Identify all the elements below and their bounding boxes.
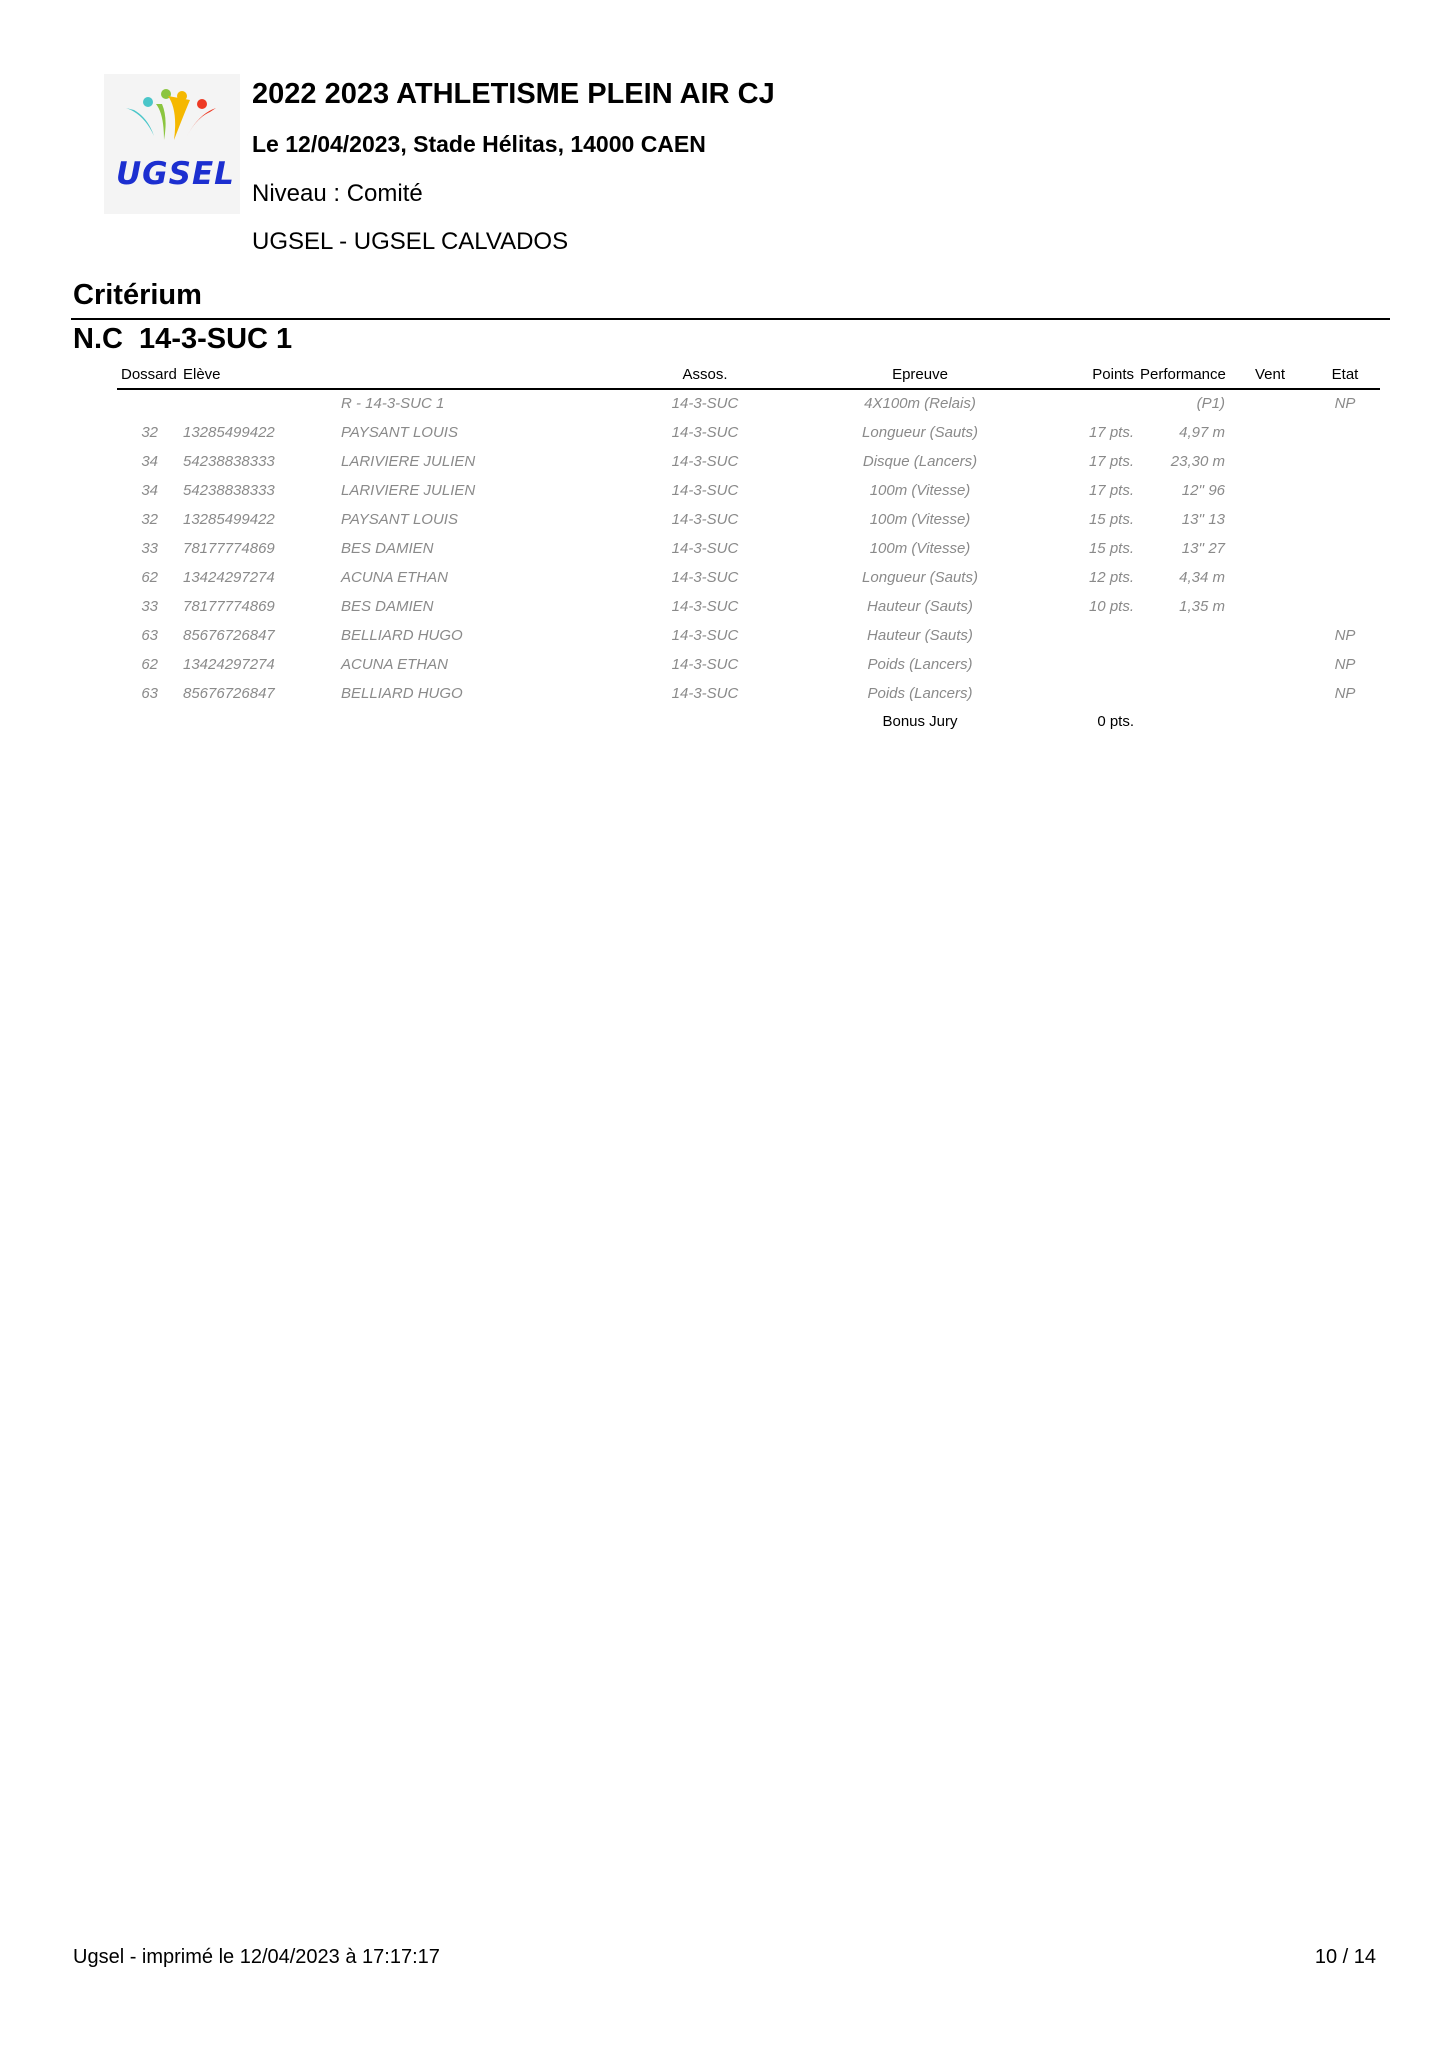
col-header-eleve: Elève	[183, 366, 221, 383]
ugsel-logo	[104, 74, 240, 214]
cell-name: BELLIARD HUGO	[341, 627, 463, 644]
table-row	[0, 685, 1448, 714]
cell-points: 17 pts.	[1088, 482, 1134, 499]
logo-wordmark: UGSEL	[116, 156, 235, 192]
cell-assos: 14-3-SUC	[671, 395, 739, 412]
cell-epreuve: Poids (Lancers)	[867, 656, 973, 673]
cell-id: 85676726847	[183, 627, 275, 644]
cell-dossard: 34	[141, 453, 158, 470]
table-row	[0, 627, 1448, 656]
event-title: 2022 2023 ATHLETISME PLEIN AIR CJ	[252, 78, 775, 110]
cell-epreuve: Longueur (Sauts)	[862, 424, 978, 441]
cell-name: PAYSANT LOUIS	[341, 511, 458, 528]
cell-performance: 23,30 m	[1170, 453, 1225, 470]
cell-name: BES DAMIEN	[341, 540, 434, 557]
cell-performance: 13'' 27	[1181, 540, 1225, 557]
cell-name: LARIVIERE JULIEN	[341, 453, 476, 470]
table-header-divider	[117, 388, 1380, 390]
cell-assos: 14-3-SUC	[671, 511, 739, 528]
cell-assos: 14-3-SUC	[671, 482, 739, 499]
cell-assos: 14-3-SUC	[671, 598, 739, 615]
cell-dossard: 62	[141, 569, 158, 586]
table-row	[0, 656, 1448, 685]
cell-epreuve: Hauteur (Sauts)	[867, 627, 973, 644]
cell-epreuve: Longueur (Sauts)	[862, 569, 978, 586]
cell-points: 15 pts.	[1088, 540, 1134, 557]
cell-id: 13424297274	[183, 656, 275, 673]
cell-points: 12 pts.	[1088, 569, 1134, 586]
cell-epreuve: 4X100m (Relais)	[864, 395, 976, 412]
section-title: Critérium	[73, 279, 202, 311]
cell-name: BES DAMIEN	[341, 598, 434, 615]
cell-assos: 14-3-SUC	[671, 540, 739, 557]
event-date-location: Le 12/04/2023, Stade Hélitas, 14000 CAEN	[252, 131, 706, 157]
col-header-etat: Etat	[1331, 366, 1359, 383]
cell-dossard: 63	[141, 627, 158, 644]
bonus-jury-points: 0 pts.	[1097, 713, 1134, 730]
cell-points: 17 pts.	[1088, 424, 1134, 441]
cell-epreuve: Hauteur (Sauts)	[867, 598, 973, 615]
cell-assos: 14-3-SUC	[671, 627, 739, 644]
cell-epreuve: 100m (Vitesse)	[869, 482, 971, 499]
cell-dossard: 34	[141, 482, 158, 499]
cell-assos: 14-3-SUC	[671, 424, 739, 441]
col-header-assos: Assos.	[682, 366, 728, 383]
table-row	[0, 511, 1448, 540]
col-header-vent: Vent	[1254, 366, 1286, 383]
cell-id: 54238838333	[183, 453, 275, 470]
cell-performance: 4,34 m	[1179, 569, 1225, 586]
section-divider	[71, 318, 1390, 320]
event-level: Niveau : Comité	[252, 180, 423, 207]
cell-dossard: 33	[141, 598, 158, 615]
cell-id: 13285499422	[183, 511, 275, 528]
cell-name: ACUNA ETHAN	[341, 569, 448, 586]
cell-dossard: 62	[141, 656, 158, 673]
cell-name: PAYSANT LOUIS	[341, 424, 458, 441]
cell-dossard: 32	[141, 424, 158, 441]
cell-performance: 13'' 13	[1181, 511, 1225, 528]
cell-id: 78177774869	[183, 598, 275, 615]
table-row	[0, 395, 1448, 424]
cell-id: 13424297274	[183, 569, 275, 586]
cell-points: 10 pts.	[1088, 598, 1134, 615]
cell-etat: NP	[1334, 395, 1356, 412]
cell-epreuve: Poids (Lancers)	[867, 685, 973, 702]
cell-id: 78177774869	[183, 540, 275, 557]
cell-dossard: 33	[141, 540, 158, 557]
cell-id: 85676726847	[183, 685, 275, 702]
cell-etat: NP	[1334, 656, 1356, 673]
cell-id: 54238838333	[183, 482, 275, 499]
group-title: N.C 14-3-SUC 1	[73, 323, 293, 355]
cell-assos: 14-3-SUC	[671, 569, 739, 586]
event-organization: UGSEL - UGSEL CALVADOS	[252, 228, 569, 255]
cell-performance: 1,35 m	[1179, 598, 1225, 615]
cell-epreuve: Disque (Lancers)	[862, 453, 978, 470]
cell-assos: 14-3-SUC	[671, 685, 739, 702]
print-timestamp: Ugsel - imprimé le 12/04/2023 à 17:17:17	[73, 1946, 440, 1968]
cell-performance: 12'' 96	[1181, 482, 1225, 499]
cell-performance: (P1)	[1196, 395, 1225, 412]
table-row	[0, 482, 1448, 511]
cell-epreuve: 100m (Vitesse)	[869, 511, 971, 528]
cell-dossard: 32	[141, 511, 158, 528]
bonus-jury-label: Bonus Jury	[882, 713, 958, 730]
cell-points: 17 pts.	[1088, 453, 1134, 470]
col-header-epreuve: Epreuve	[892, 366, 948, 383]
cell-name: R - 14-3-SUC 1	[341, 395, 445, 412]
table-row	[0, 569, 1448, 598]
table-row	[0, 453, 1448, 482]
table-row	[0, 540, 1448, 569]
col-header-dossard: Dossard	[121, 366, 177, 383]
cell-name: LARIVIERE JULIEN	[341, 482, 476, 499]
table-row	[0, 598, 1448, 627]
cell-name: ACUNA ETHAN	[341, 656, 448, 673]
col-header-points: Points	[1092, 366, 1134, 383]
cell-epreuve: 100m (Vitesse)	[869, 540, 971, 557]
cell-performance: 4,97 m	[1179, 424, 1225, 441]
ugsel-figures-icon	[104, 74, 240, 164]
cell-etat: NP	[1334, 685, 1356, 702]
cell-assos: 14-3-SUC	[671, 656, 739, 673]
table-row	[0, 424, 1448, 453]
cell-dossard: 63	[141, 685, 158, 702]
page-number: 10 / 14	[1314, 1946, 1376, 1968]
cell-points: 15 pts.	[1088, 511, 1134, 528]
cell-etat: NP	[1334, 627, 1356, 644]
col-header-performance: Performance	[1140, 366, 1226, 383]
cell-name: BELLIARD HUGO	[341, 685, 463, 702]
cell-id: 13285499422	[183, 424, 275, 441]
cell-assos: 14-3-SUC	[671, 453, 739, 470]
